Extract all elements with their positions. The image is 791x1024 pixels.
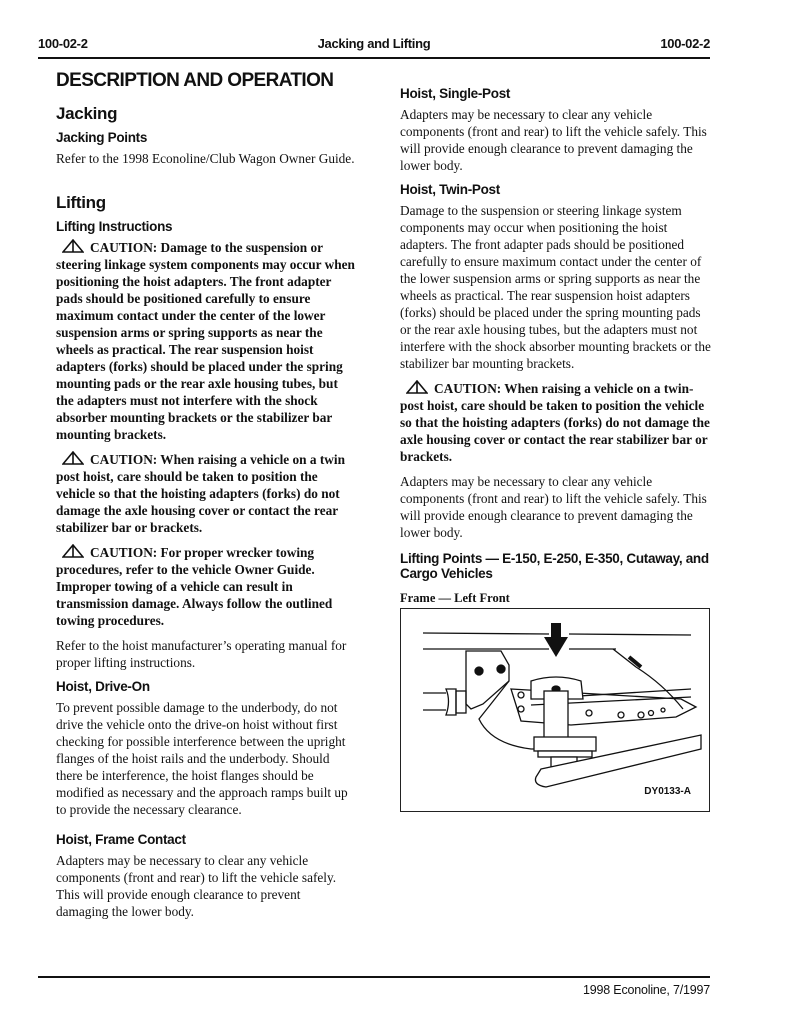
frame-bracket — [466, 651, 509, 709]
bolt-head — [475, 667, 483, 675]
caution-text: CAUTION: Damage to the suspension or steering linkage system components may occur when positioning the hoist adapters. The front adapter pads should be positioned carefully to ensure maximum contact under the center of the lower suspension arms or spring supports as near the wheels as practical. The rear suspension hoist adapters (forks) should be placed under the spring mounting pads or the rear axle housing tubes, but the adapters must not interfere with the shock absorber mounting brackets or the stabilizer bar mounting brackets. — [56, 240, 355, 442]
hoist-manual-text: Refer to the hoist manufacturer’s operating manual for proper lifting instructions. — [56, 638, 347, 670]
lifting-heading: Lifting — [56, 193, 106, 212]
twin-post-heading: Hoist, Twin-Post — [400, 182, 500, 197]
down-arrow-icon — [544, 623, 568, 657]
arm-hole — [649, 711, 654, 716]
jacking-heading: Jacking — [56, 104, 118, 123]
drive-on-heading: Hoist, Drive-On — [56, 679, 150, 694]
arm-hole — [586, 710, 592, 716]
caution-text: CAUTION: For proper wrecker towing procedures, refer to the vehicle Owner Guide. Improper towing of a vehicle can result in transmission damage. Always follow the outlined towing procedures. — [56, 545, 333, 628]
footer-text: 1998 Econoline, 7/1997 — [583, 983, 710, 997]
warning-triangle-icon — [62, 239, 84, 253]
page-title: Jacking and Lifting — [317, 36, 431, 51]
single-post-heading: Hoist, Single-Post — [400, 86, 511, 101]
frame-rail-line — [423, 633, 549, 634]
jacking-points-heading: Jacking Points — [56, 130, 148, 145]
twin-post-adapters-text: Adapters may be necessary to clear any vehicle components (front and rear) to lift the vehicle safely. This will provide enough clearance to prevent damaging the lower body. — [400, 474, 707, 540]
warning-triangle-icon — [62, 451, 84, 465]
page-header — [38, 36, 710, 58]
left-column — [56, 70, 356, 928]
warning-triangle-icon — [406, 380, 428, 394]
caution-text: CAUTION: When raising a vehicle on a twin-post hoist, care should be taken to position the vehicle so that the hoisting adapters (forks) do not damage the axle housing cover or contact the rear stabilizer bar or brackets. — [400, 381, 710, 464]
jacking-points-text: Refer to the 1998 Econoline/Club Wagon Owner Guide. — [56, 151, 355, 166]
hoist-base — [534, 737, 596, 751]
lift-point-illustration — [401, 609, 711, 813]
frame-contact-heading: Hoist, Frame Contact — [56, 832, 186, 847]
arm-hole — [518, 692, 524, 698]
caution-note — [400, 380, 714, 465]
right-column — [400, 86, 714, 812]
arm-hole — [518, 706, 524, 712]
arm-hole — [618, 712, 624, 718]
frame-left-front-figure — [400, 608, 710, 812]
header-divider — [38, 57, 710, 59]
single-post-text: Adapters may be necessary to clear any vehicle components (front and rear) to lift the vehicle safely. This will provide enough clearance to prevent damaging the lower body. — [400, 107, 707, 173]
footer-divider — [38, 976, 710, 978]
page-number-left: 100-02-2 — [38, 36, 88, 51]
caution-note — [56, 239, 356, 443]
lifting-instructions-heading: Lifting Instructions — [56, 219, 173, 234]
bolt-head — [497, 665, 505, 673]
warning-triangle-icon — [62, 544, 84, 558]
twin-post-text: Damage to the suspension or steering linkage system components may occur when positioning the hoist adapters. The front adapter pads should be positioned carefully to ensure maximum contact under the center of the lower suspension arms or spring supports as near the wheels as practical. The rear suspension hoist adapters (forks) should be placed under the spring mounting pads or the rear axle housing tubes, but the adapters must not interfere with the shock absorber mounting brackets or the stabilizer bar mounting brackets. — [400, 203, 711, 371]
hoist-base-plate — [538, 751, 592, 757]
caution-text: CAUTION: When raising a vehicle on a twin post hoist, care should be taken to position the vehicle so that the hoisting adapters (forks) do not damage the axle housing cover or contact the rear stabilizer bar or brackets. — [56, 452, 345, 535]
tube-collar — [456, 691, 466, 713]
caution-note — [56, 544, 356, 629]
drive-on-text: To prevent possible damage to the underbody, do not drive the vehicle onto the drive-on hoist without first checking for possible interference between the upright flanges of the hoist rails and the underbody. Should there be interference, the hoist flanges should be modified as necessary and the approach ramps built up to provide the necessary clearance. — [56, 700, 348, 817]
hoist-post — [544, 691, 568, 739]
figure-caption: Frame — Left Front — [400, 591, 510, 605]
lifting-points-heading: Lifting Points — E-150, E-250, E-350, Cutaway, and Cargo Vehicles — [400, 551, 709, 581]
section-heading: DESCRIPTION AND OPERATION — [56, 70, 334, 91]
frame-contact-text: Adapters may be necessary to clear any vehicle components (front and rear) to lift the vehicle safely. This will provide enough clearance to prevent damaging the lower body. — [56, 853, 337, 919]
figure-id: DY0133-A — [644, 786, 691, 797]
arm-hole — [638, 712, 644, 718]
caution-note — [56, 451, 356, 536]
page-number-right: 100-02-2 — [660, 36, 710, 51]
frame-rail-line — [569, 634, 691, 635]
arm-hole — [661, 708, 665, 712]
tube-flange — [446, 689, 456, 715]
